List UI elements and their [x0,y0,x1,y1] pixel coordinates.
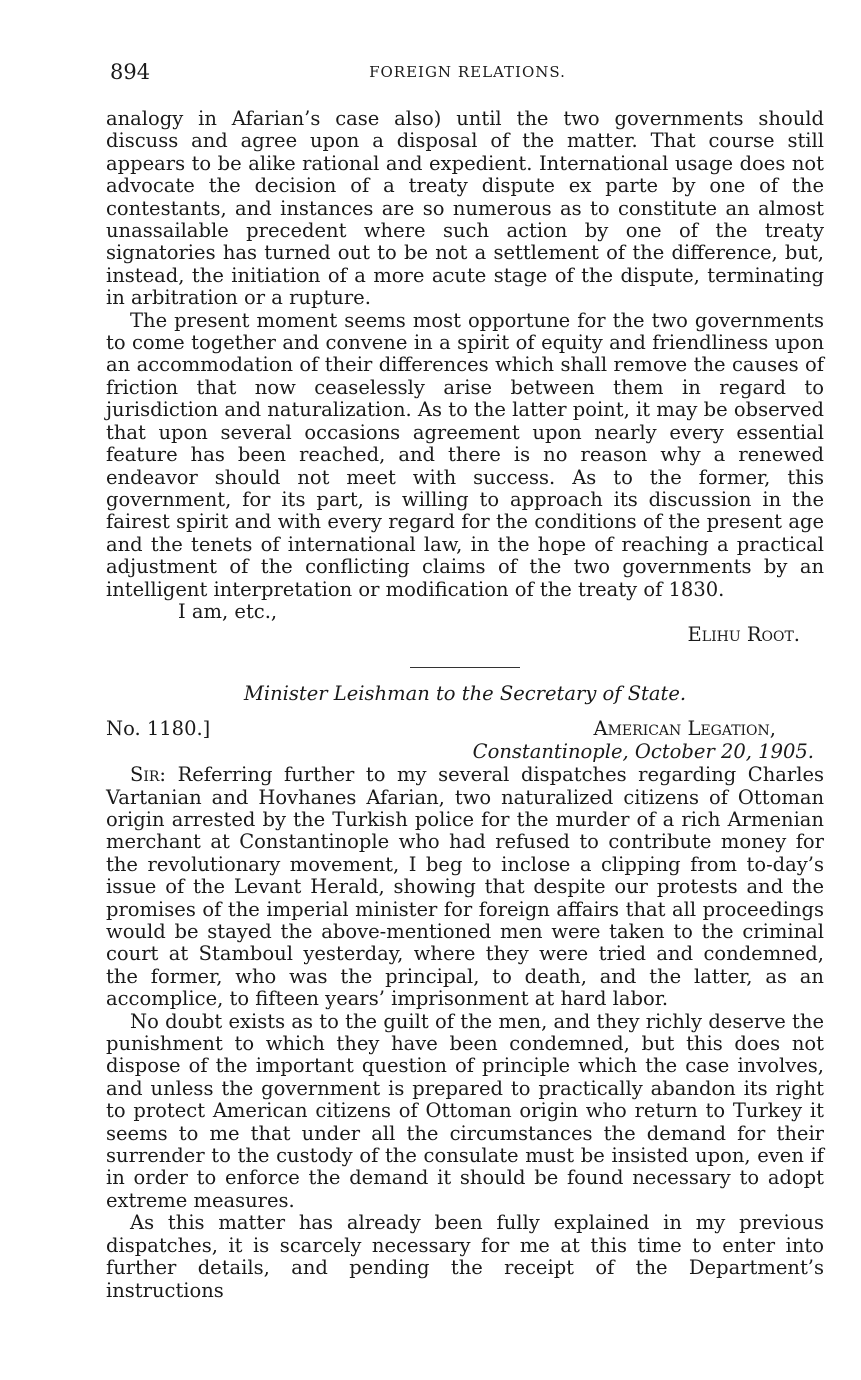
letter1-closing: I am, etc., [178,599,278,623]
letter2-title: Minister Leishman to the Secretary of State. [243,681,687,705]
letter1-paragraph-1: analogy in Afarian’s case also) until the two governments should discuss and agree upon a disposal of the matter. That course still appears to be alike rational and expedient. International usage does not advocate the decision of a treaty dispute ex parte by one of the contestants, and instances are so numerous as to constitute an almost unassailable precedent where such action by one of the treaty signatories has turned out to be not a settlement of the difference, but, instead, the initiation of a more acute stage of the dispute, terminating in arbitration or a rupture. [106,107,824,310]
letter2-paragraph-3: As this matter has already been fully explained in my previous dispatches, it is scarcely necessary for me at this time to enter into further details, and pending the receipt of the Department’s instructions [106,1211,824,1302]
legation-name: American Legation, [593,717,776,741]
letter2-paragraph-1 [106,764,824,1010]
page-number: 894 [110,60,151,84]
letter1-signature: Elihu Root. [687,623,800,647]
section-divider [410,667,520,668]
page-body [106,108,824,1302]
page-header [110,60,825,90]
letter1-paragraph-2: The present moment seems most opportune for the two governments to come together and convene in a spirit of equity and friendliness upon an accommodation of their differences which shall remove the causes of friction that now ceaselessly arise between them in regard to jurisdiction and naturalization. As to the latter point, it may be observed that upon several occasions agreement upon nearly every essential feature has been reached, and there is no reason why a renewed endeavor should not meet with success. As to the former, this government, for its part, is willing to approach its discussion in the fairest spirit and with every regard for the conditions of the present age and the tenets of international law, in the hope of reaching a practical adjustment of the conflicting claims of the two governments by an intelligent interpretation or modification of the treaty of 1830. [106,308,824,601]
salutation: Sir: [130,763,166,787]
place-date: Constantinople, October 20, 1905. [472,740,814,764]
dispatch-number: No. 1180.] [106,717,211,741]
letter2-dateline [106,718,824,764]
letter2-paragraph-1-text: Referring further to my several dispatches regarding Charles Vartanian and Hovhanes Afarian, two naturalized citizens of Ottoman origin arrested by the Turkish police for the murder of a rich Armenian merchant at Constantinople who had refused to contribute money for the revolutionary movement, I beg to inclose a clipping from to-day’s issue of the Levant Herald, showing that despite our protests and the promises of the imperial minister for foreign affairs that all proceedings would be stayed the above-mentioned men were taken to the criminal court at Stamboul yesterday, where they were tried and condemned, the former, who was the principal, to death, and the latter, as an accomplice, to fifteen years’ imprisonment at hard labor. [106,763,824,1011]
letter2-paragraph-2: No doubt exists as to the guilt of the men, and they richly deserve the punishment to which they have been condemned, but this does not dispose of the important question of principle which the case involves, and unless the government is prepared to practically abandon its right to protect American citizens of Ottoman origin who return to Turkey it seems to me that under all the circumstances the demand for their surrender to the custody of the consulate must be insisted upon, even if in order to enforce the demand it should be found necessary to adopt extreme measures. [106,1009,824,1212]
running-head: FOREIGN RELATIONS. [369,63,566,81]
